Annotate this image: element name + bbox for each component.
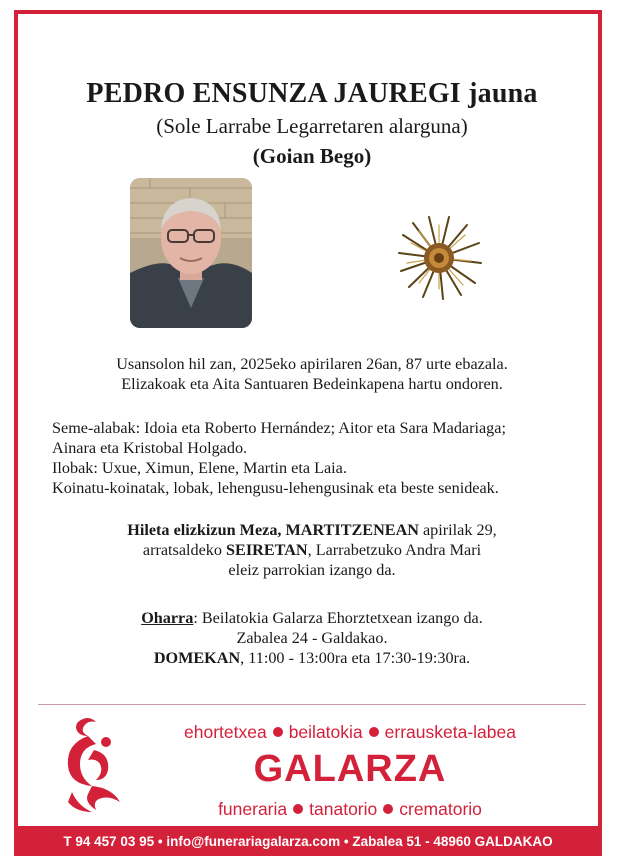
note-line-2: Zabalea 24 - Galdakao. (236, 629, 388, 647)
funeral-line-1 (40, 520, 584, 540)
service-funeraria: funeraria (218, 799, 288, 819)
funeral-day: Hileta elizkizun Meza, MARTITZENEAN (127, 521, 419, 539)
sacraments-line: Elizakoak eta Aita Santuaren Bedeinkapena hartu ondoren. (121, 375, 503, 393)
rest-in-peace-line: (Goian Bego) (252, 144, 372, 168)
funeral-service-info (40, 520, 584, 580)
funeral-time: SEIRETAN (226, 541, 308, 559)
note-line-1 (40, 608, 584, 628)
galarza-logo-icon (58, 714, 134, 814)
funeral-date: apirilak 29, (418, 521, 497, 539)
deceased-name: PEDRO ENSUNZA JAUREGI jauna (86, 78, 538, 109)
note-hours: , 11:00 - 13:00ra eta 17:30-19:30ra. (240, 649, 471, 667)
wake-note (40, 608, 584, 668)
funeral-place: , Larrabetzuko Andra Mari (307, 541, 482, 559)
family-list (52, 418, 582, 498)
contact-footer (14, 826, 602, 856)
bullet-icon (273, 727, 283, 737)
funeral-line-2 (40, 540, 584, 560)
bullet-icon (293, 804, 303, 814)
thistle-flower-icon (393, 213, 485, 303)
service-ehortetxea: ehortetxea (184, 722, 267, 742)
service-errausketa: errausketa-labea (384, 722, 516, 742)
children-line-2: Ainara eta Kristobal Holgado. (52, 439, 248, 457)
divider (38, 704, 586, 705)
funeral-line-3: eleiz parrokian izango da. (228, 561, 396, 579)
note-text: : Beilatokia Galarza Ehorztetxean izango da. (193, 609, 483, 627)
funeral-time-prefix: arratsaldeko (142, 541, 227, 559)
service-beilatokia: beilatokia (288, 722, 363, 742)
brand-name: GALARZA (253, 748, 447, 790)
death-announcement (40, 354, 584, 394)
grandchildren-line: Ilobak: Uxue, Ximun, Elene, Martin eta Laia. (52, 459, 347, 477)
relatives-line: Koinatu-koinatak, lobak, lehengusu-lehengusinak eta beste senideak. (52, 479, 499, 497)
bullet-icon (369, 727, 379, 737)
children-line-1: Seme-alabak: Idoia eta Roberto Hernández; Aitor eta Sara Madariaga; (52, 419, 506, 437)
note-label: Oharra (141, 609, 194, 627)
note-day: DOMEKAN (153, 649, 241, 667)
death-line: Usansolon hil zan, 2025eko apirilaren 26an, 87 urte ebazala. (116, 355, 508, 373)
service-crematorio: crematorio (399, 799, 482, 819)
services-spanish (140, 799, 560, 820)
contact-line: T 94 457 03 95 • info@funerariagalarza.com • Zabalea 51 - 48960 GALDAKAO (63, 833, 553, 849)
service-tanatorio: tanatorio (309, 799, 378, 819)
bullet-icon (383, 804, 393, 814)
note-line-3 (40, 648, 584, 668)
services-basque (140, 722, 560, 743)
spouse-line: (Sole Larrabe Legarretaren alarguna) (156, 114, 468, 138)
deceased-photo (130, 178, 252, 328)
